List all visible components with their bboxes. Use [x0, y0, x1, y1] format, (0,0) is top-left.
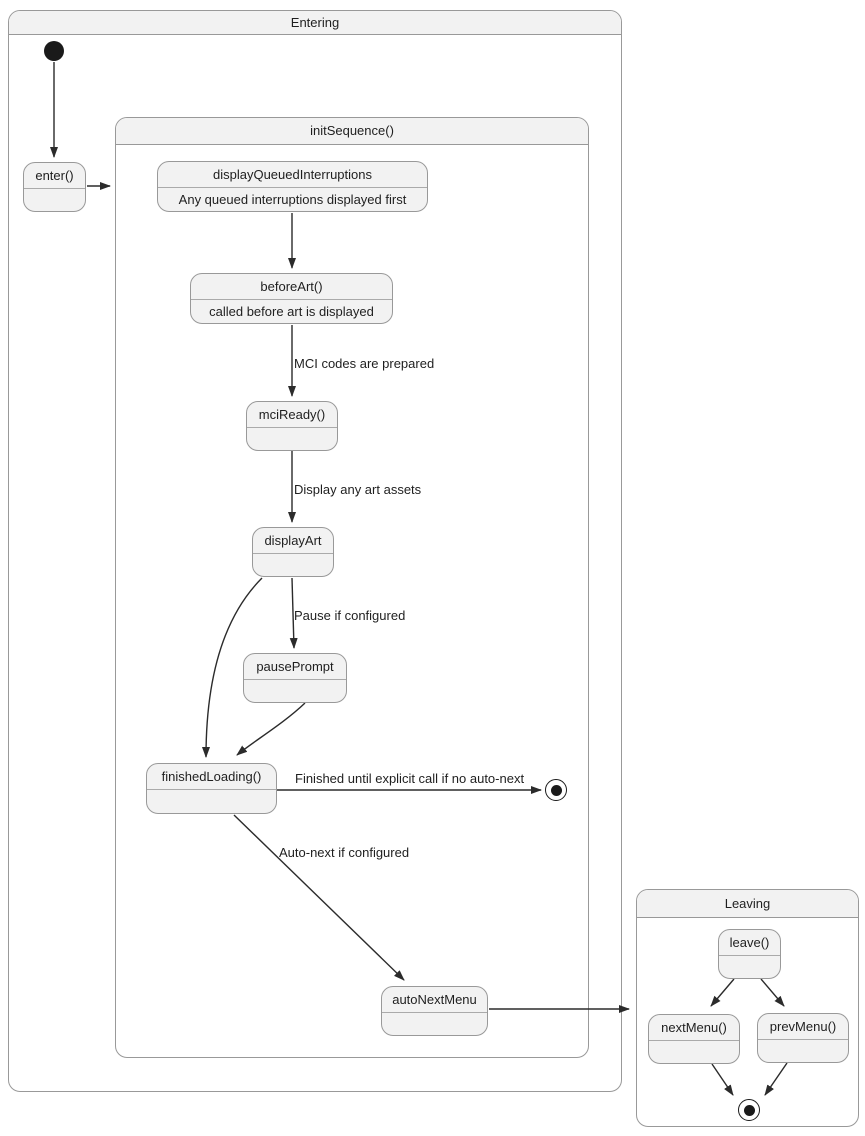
container-leaving [636, 889, 859, 1127]
container-init-sequence [115, 117, 589, 1058]
state-next-menu [648, 1014, 740, 1064]
state-prev-menu [757, 1013, 849, 1063]
state-leave-title: leave() [719, 930, 780, 956]
final-state-leaving [738, 1099, 760, 1121]
final-state-init-sequence [545, 779, 567, 801]
initial-state-dot [44, 41, 64, 61]
state-leave-body [719, 956, 780, 978]
edge-label-mci-codes-prepared: MCI codes are prepared [294, 356, 435, 371]
state-before-art-title: beforeArt() [191, 274, 392, 300]
state-mci-ready [246, 401, 338, 451]
container-entering-title: Entering [9, 11, 621, 35]
state-display-art [252, 527, 334, 577]
edge-label-auto-next-if-configured: Auto-next if configured [279, 845, 410, 860]
state-finished-loading-body [147, 790, 276, 813]
state-before-art [190, 273, 393, 324]
final-state-leaving-dot [744, 1105, 755, 1116]
state-next-menu-title: nextMenu() [649, 1015, 739, 1041]
state-display-art-title: displayArt [253, 528, 333, 554]
state-next-menu-body [649, 1041, 739, 1063]
container-init-sequence-title: initSequence() [116, 118, 588, 145]
state-display-queued-interruptions [157, 161, 428, 212]
container-leaving-title: Leaving [637, 890, 858, 918]
state-finished-loading [146, 763, 277, 814]
final-state-init-sequence-dot [551, 785, 562, 796]
edge-label-display-any-art: Display any art assets [294, 482, 422, 497]
state-pause-prompt-title: pausePrompt [244, 654, 346, 680]
state-pause-prompt-body [244, 680, 346, 702]
state-display-art-body [253, 554, 333, 576]
state-auto-next-menu-title: autoNextMenu [382, 987, 487, 1013]
state-before-art-description: called before art is displayed [209, 304, 374, 319]
state-auto-next-menu [381, 986, 488, 1036]
state-prev-menu-body [758, 1040, 848, 1062]
state-mci-ready-title: mciReady() [247, 402, 337, 428]
state-prev-menu-title: prevMenu() [758, 1014, 848, 1040]
state-enter-body [24, 189, 85, 211]
state-leave [718, 929, 781, 979]
state-pause-prompt [243, 653, 347, 703]
state-mci-ready-body [247, 428, 337, 450]
edge-label-finished-until-explicit: Finished until explicit call if no auto-next [295, 771, 525, 786]
state-display-queued-interruptions-title: displayQueuedInterruptions [158, 162, 427, 188]
state-enter [23, 162, 86, 212]
state-finished-loading-title: finishedLoading() [147, 764, 276, 790]
state-auto-next-menu-body [382, 1013, 487, 1035]
state-enter-title: enter() [24, 163, 85, 189]
edge-label-pause-if-configured: Pause if configured [294, 608, 406, 623]
state-display-queued-interruptions-description: Any queued interruptions displayed first [178, 192, 407, 207]
